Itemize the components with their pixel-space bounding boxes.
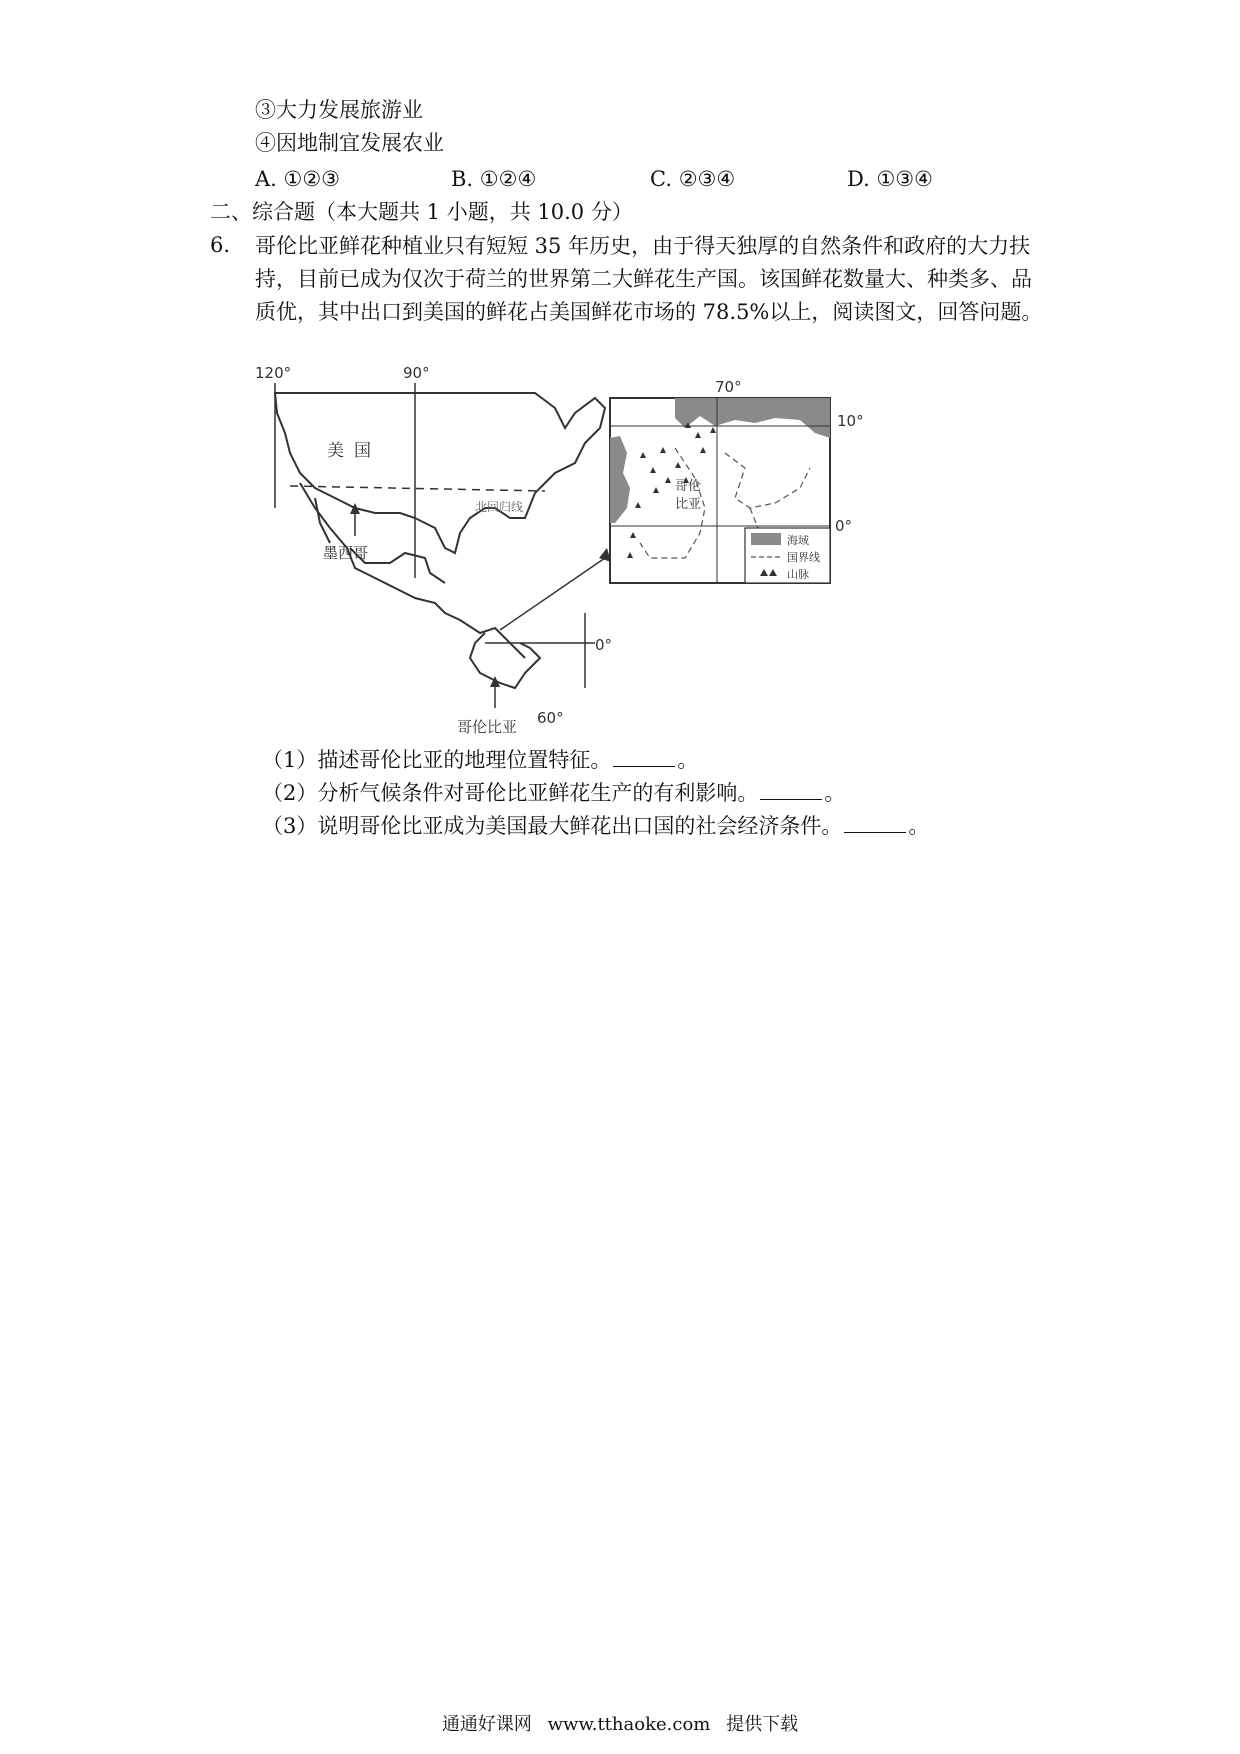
footer-site: 通通好课网 (441, 1714, 532, 1735)
question-number: 6. (210, 233, 231, 257)
answer-blank-2[interactable] (760, 781, 822, 800)
choice-c-letter: C. (650, 167, 672, 191)
map-figure (255, 358, 955, 736)
choice-b-text: ①②④ (479, 167, 537, 191)
legend-border-label: 国界线 (787, 551, 820, 564)
colombia-label: 哥伦比亚 (457, 718, 518, 736)
page-footer (0, 1710, 1240, 1736)
subquestion-1-label: （1）描述哥伦比亚的地理位置特征。 (262, 748, 612, 772)
subquestion-3 (262, 811, 929, 841)
lat-10-label: 10° (837, 412, 864, 430)
choice-b-letter: B. (451, 167, 474, 191)
choice-c (650, 164, 735, 194)
subquestion-1-end: 。 (677, 748, 699, 772)
choice-c-text: ②③④ (678, 167, 736, 191)
lat-0-right-label: 0° (835, 517, 853, 535)
legend-mountain-label: 山脉 (787, 568, 809, 581)
inset-arrow (500, 558, 605, 630)
footer-suffix: 提供下载 (726, 1714, 799, 1735)
legend-sea-label: 海域 (787, 534, 809, 547)
question-text: 哥伦比亚鲜花种植业只有短短 35 年历史，由于得天独厚的自然条件和政府的大力扶持，目前已成为仅次于荷兰的世界第二大鲜花生产国。该国鲜花数量大、种类多、品质优，其中出口到美国的鲜花占美国鲜花市场的 78.5%以上，阅读图文，回答问题。 (255, 234, 1043, 324)
choice-b (451, 164, 536, 194)
tropic-label: 北回归线 (475, 500, 524, 514)
inset-colombia-label-1: 哥伦 (675, 479, 702, 494)
lon-120-label: 120° (255, 364, 292, 382)
subquestion-2 (262, 778, 845, 808)
subquestion-3-label: （3）说明哥伦比亚成为美国最大鲜花出口国的社会经济条件。 (262, 814, 843, 838)
usa-label: 美国 (327, 441, 381, 461)
lon-90-label: 90° (403, 364, 430, 382)
inset-colombia-label-2: 比亚 (675, 497, 702, 512)
subquestion-3-end: 。 (908, 814, 930, 838)
subquestion-1 (262, 745, 698, 775)
mexico-label: 墨西哥 (323, 544, 369, 562)
footer-url[interactable]: www.tthaoke.com (547, 1714, 711, 1735)
option-4-text: ④因地制宜发展农业 (255, 131, 444, 155)
answer-blank-3[interactable] (844, 814, 906, 833)
choice-a (255, 164, 340, 194)
subquestion-2-label: （2）分析气候条件对哥伦比亚鲜花生产的有利影响。 (262, 781, 759, 805)
answer-blank-1[interactable] (613, 748, 675, 767)
lon-70-label: 70° (715, 378, 742, 396)
choice-a-text: ①②③ (283, 167, 341, 191)
option-3-text: ③大力发展旅游业 (255, 98, 423, 122)
legend-sea-swatch (751, 533, 781, 545)
lat-0-left-label: 0° (595, 636, 613, 654)
lon-60-label: 60° (537, 709, 564, 727)
tropic-of-cancer (290, 486, 545, 491)
subquestion-2-end: 。 (824, 781, 846, 805)
choice-d-letter: D. (847, 167, 870, 191)
choice-d (847, 164, 933, 194)
section-heading: 二、综合题（本大题共 1 小题，共 10.0 分） (210, 200, 633, 224)
choice-d-text: ①③④ (876, 167, 933, 191)
choice-a-letter: A. (255, 167, 277, 191)
